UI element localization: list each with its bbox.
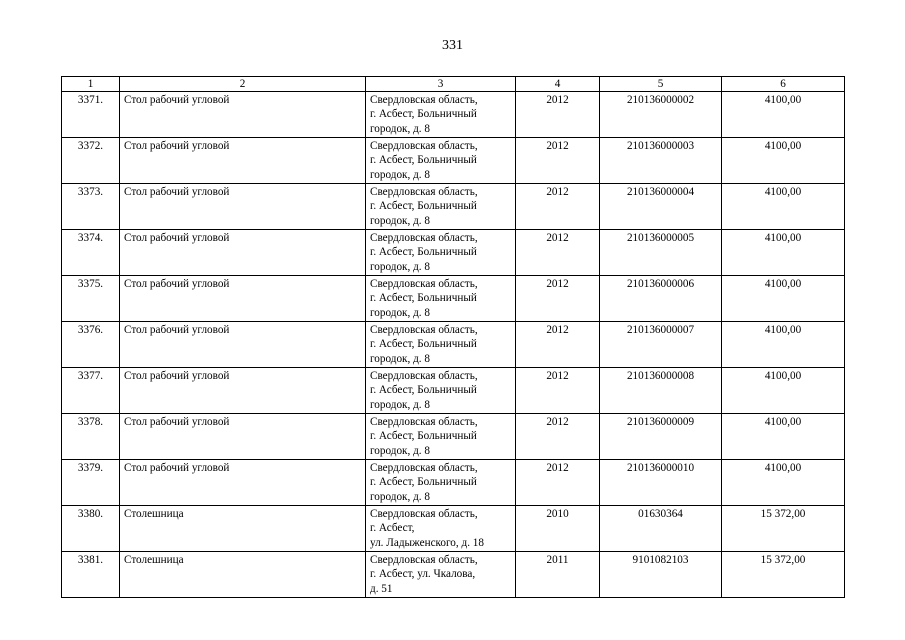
year-cell: 2012: [516, 184, 600, 230]
column-header: 6: [722, 77, 845, 92]
table-row: [62, 460, 845, 506]
address-line: д. 51: [370, 582, 393, 595]
address-line: Свердловская область,: [370, 232, 478, 244]
address-line: Свердловская область,: [370, 508, 478, 520]
address-cell: [366, 138, 516, 184]
address-cell: [366, 92, 516, 138]
item-name-cell: Стол рабочий угловой: [120, 460, 366, 506]
address-line: г. Асбест, Больничный: [370, 292, 477, 305]
address-line: Свердловская область,: [370, 324, 478, 336]
item-name-cell: Стол рабочий угловой: [120, 414, 366, 460]
row-number-cell: 3375.: [62, 276, 120, 322]
address-line: Свердловская область,: [370, 278, 478, 290]
item-name-cell: Стол рабочий угловой: [120, 230, 366, 276]
row-number-cell: 3376.: [62, 322, 120, 368]
cost-cell: 4100,00: [722, 138, 845, 184]
address-cell: [366, 184, 516, 230]
year-cell: 2012: [516, 276, 600, 322]
inventory-number-cell: 210136000009: [600, 414, 722, 460]
cost-cell: 4100,00: [722, 230, 845, 276]
address-line: Свердловская область,: [370, 94, 478, 106]
cost-cell: 4100,00: [722, 368, 845, 414]
year-cell: 2012: [516, 460, 600, 506]
inventory-number-cell: 210136000008: [600, 368, 722, 414]
year-cell: 2012: [516, 138, 600, 184]
table-row: [62, 368, 845, 414]
cost-cell: 4100,00: [722, 184, 845, 230]
table-row: [62, 276, 845, 322]
address-line: Свердловская область,: [370, 416, 478, 428]
address-cell: [366, 460, 516, 506]
inventory-number-cell: 210136000004: [600, 184, 722, 230]
inventory-number-cell: 210136000002: [600, 92, 722, 138]
item-name-cell: Стол рабочий угловой: [120, 92, 366, 138]
column-header: 3: [366, 77, 516, 92]
table-row: [62, 138, 845, 184]
table-header-row: [62, 77, 845, 92]
address-line: г. Асбест, Больничный: [370, 384, 477, 397]
row-number-cell: 3378.: [62, 414, 120, 460]
address-line: городок, д. 8: [370, 306, 430, 319]
table-row: [62, 230, 845, 276]
address-line: городок, д. 8: [370, 214, 430, 227]
address-line: г. Асбест, Больничный: [370, 154, 477, 167]
item-name-cell: Столешница: [120, 506, 366, 552]
inventory-number-cell: 9101082103: [600, 552, 722, 598]
address-cell: [366, 322, 516, 368]
row-number-cell: 3371.: [62, 92, 120, 138]
address-line: городок, д. 8: [370, 490, 430, 503]
table-row: [62, 414, 845, 460]
column-header: 1: [62, 77, 120, 92]
column-header: 5: [600, 77, 722, 92]
inventory-number-cell: 210136000003: [600, 138, 722, 184]
row-number-cell: 3380.: [62, 506, 120, 552]
address-line: Свердловская область,: [370, 186, 478, 198]
table-body: [62, 92, 845, 598]
address-line: Свердловская область,: [370, 370, 478, 382]
row-number-cell: 3381.: [62, 552, 120, 598]
table-row: [62, 552, 845, 598]
inventory-number-cell: 210136000005: [600, 230, 722, 276]
address-line: ул. Ладыженского, д. 18: [370, 536, 484, 549]
item-name-cell: Стол рабочий угловой: [120, 184, 366, 230]
address-line: Свердловская область,: [370, 554, 478, 566]
address-line: г. Асбест, Больничный: [370, 108, 477, 121]
column-header: 4: [516, 77, 600, 92]
item-name-cell: Стол рабочий угловой: [120, 368, 366, 414]
address-line: г. Асбест, Больничный: [370, 430, 477, 443]
property-registry-table: [61, 76, 845, 598]
address-line: г. Асбест, ул. Чкалова,: [370, 568, 476, 581]
year-cell: 2012: [516, 368, 600, 414]
address-line: г. Асбест, Больничный: [370, 338, 477, 351]
address-line: городок, д. 8: [370, 168, 430, 181]
cost-cell: 15 372,00: [722, 506, 845, 552]
item-name-cell: Столешница: [120, 552, 366, 598]
cost-cell: 4100,00: [722, 322, 845, 368]
column-header: 2: [120, 77, 366, 92]
cost-cell: 4100,00: [722, 92, 845, 138]
inventory-number-cell: 210136000010: [600, 460, 722, 506]
row-number-cell: 3377.: [62, 368, 120, 414]
address-line: городок, д. 8: [370, 122, 430, 135]
address-cell: [366, 230, 516, 276]
cost-cell: 4100,00: [722, 414, 845, 460]
cost-cell: 15 372,00: [722, 552, 845, 598]
address-cell: [366, 506, 516, 552]
address-cell: [366, 368, 516, 414]
year-cell: 2012: [516, 92, 600, 138]
address-line: городок, д. 8: [370, 398, 430, 411]
address-line: г. Асбест,: [370, 522, 415, 535]
address-line: городок, д. 8: [370, 260, 430, 273]
address-cell: [366, 552, 516, 598]
item-name-cell: Стол рабочий угловой: [120, 138, 366, 184]
address-cell: [366, 276, 516, 322]
table-row: [62, 92, 845, 138]
address-line: городок, д. 8: [370, 352, 430, 365]
row-number-cell: 3372.: [62, 138, 120, 184]
address-line: г. Асбест, Больничный: [370, 200, 477, 213]
address-line: г. Асбест, Больничный: [370, 476, 477, 489]
row-number-cell: 3373.: [62, 184, 120, 230]
year-cell: 2011: [516, 552, 600, 598]
cost-cell: 4100,00: [722, 460, 845, 506]
row-number-cell: 3374.: [62, 230, 120, 276]
address-line: г. Асбест, Больничный: [370, 246, 477, 259]
row-number-cell: 3379.: [62, 460, 120, 506]
address-line: Свердловская область,: [370, 140, 478, 152]
item-name-cell: Стол рабочий угловой: [120, 276, 366, 322]
cost-cell: 4100,00: [722, 276, 845, 322]
address-line: городок, д. 8: [370, 444, 430, 457]
item-name-cell: Стол рабочий угловой: [120, 322, 366, 368]
inventory-number-cell: 210136000006: [600, 276, 722, 322]
inventory-number-cell: 01630364: [600, 506, 722, 552]
table-row: [62, 322, 845, 368]
inventory-number-cell: 210136000007: [600, 322, 722, 368]
year-cell: 2012: [516, 322, 600, 368]
table-row: [62, 184, 845, 230]
year-cell: 2010: [516, 506, 600, 552]
page-number: 331: [442, 38, 463, 53]
table-row: [62, 506, 845, 552]
address-cell: [366, 414, 516, 460]
year-cell: 2012: [516, 230, 600, 276]
year-cell: 2012: [516, 414, 600, 460]
address-line: Свердловская область,: [370, 462, 478, 474]
